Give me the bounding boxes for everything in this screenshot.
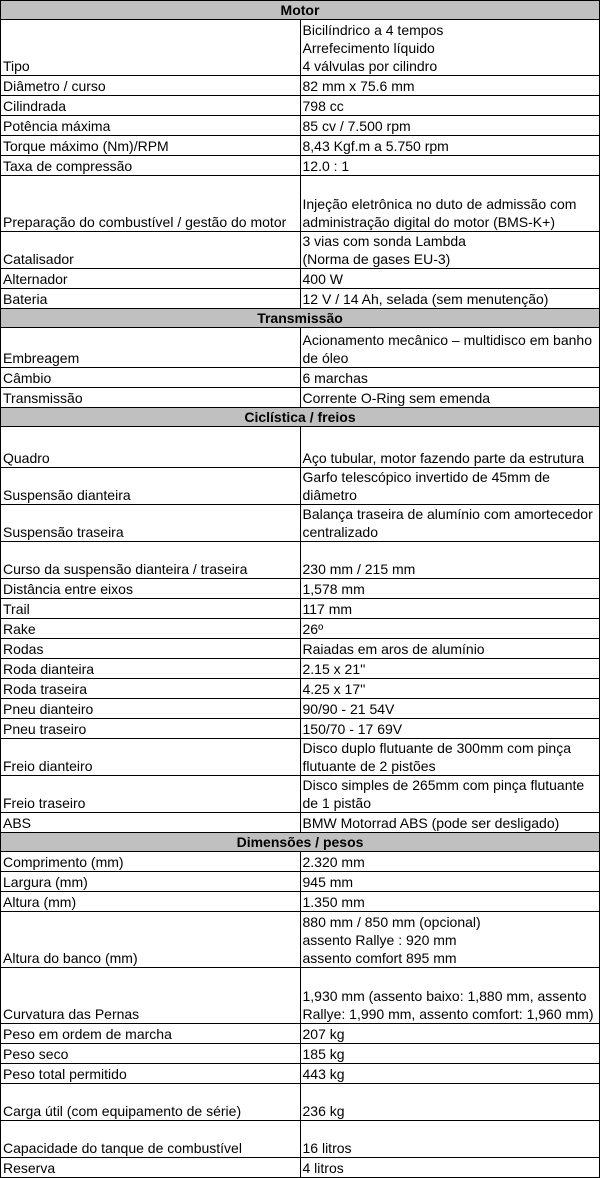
spec-value-line: 880 mm / 850 mm (opcional) [302, 914, 481, 930]
spec-row [1, 639, 600, 659]
spec-label: Distância entre eixos [1, 579, 301, 599]
spec-value-line: 12 V / 14 Ah, selada (sem menutenção) [302, 291, 549, 307]
spec-value [300, 427, 600, 468]
spec-value [300, 289, 600, 309]
spec-value-line: Balança traseira de alumínio com amortecedor centralizado [302, 506, 593, 540]
spec-row [1, 699, 600, 719]
spec-label: Torque máximo (Nm)/RPM [1, 136, 301, 156]
spec-value-line: 2.320 mm [302, 854, 365, 870]
spec-value-line: 4 válvulas por cilindro [302, 58, 438, 74]
spec-value [300, 76, 600, 96]
spec-row [1, 468, 600, 505]
spec-label: Peso seco [1, 1044, 301, 1064]
section-header-row [1, 833, 600, 852]
spec-value [300, 232, 600, 269]
spec-row [1, 776, 600, 813]
spec-value [300, 1121, 600, 1158]
section-title: Motor [1, 1, 600, 20]
spec-value [300, 468, 600, 505]
spec-value-line: 2.15 x 21'' [302, 661, 366, 677]
spec-value [300, 912, 600, 968]
spec-value-line: 150/70 - 17 69V [302, 721, 403, 737]
spec-label: Roda dianteira [1, 659, 301, 679]
spec-label: Taxa de compressão [1, 156, 301, 176]
spec-value-line: 798 cc [302, 98, 344, 114]
spec-row [1, 599, 600, 619]
spec-label: Carga útil (com equipamento de série) [1, 1084, 301, 1121]
spec-value [300, 579, 600, 599]
spec-value [300, 699, 600, 719]
spec-value-line: 26º [302, 621, 324, 637]
spec-row [1, 892, 600, 912]
spec-value-line: 400 W [302, 271, 343, 287]
spec-label: Curso da suspensão dianteira / traseira [1, 542, 301, 579]
spec-value-line: 4 litros [302, 1160, 344, 1176]
spec-value-line: 90/90 - 21 54V [302, 701, 395, 717]
spec-label: Preparação do combustível / gestão do motor [1, 176, 301, 232]
spec-value-line: 443 kg [302, 1066, 345, 1082]
spec-value-line: 4.25 x 17'' [302, 681, 366, 697]
spec-label: Rodas [1, 639, 301, 659]
spec-label: Diâmetro / curso [1, 76, 301, 96]
spec-value [300, 719, 600, 739]
spec-row [1, 116, 600, 136]
spec-value-line: 236 kg [302, 1103, 345, 1119]
spec-label: Altura (mm) [1, 892, 301, 912]
spec-value [300, 1024, 600, 1044]
spec-label: Peso em ordem de marcha [1, 1024, 301, 1044]
spec-row [1, 156, 600, 176]
spec-row [1, 176, 600, 232]
section-header-row [1, 1, 600, 20]
spec-label: Transmissão [1, 388, 301, 408]
spec-row [1, 1024, 600, 1044]
spec-value-line: Disco duplo flutuante de 300mm com pinça flutuante de 2 pistões [302, 740, 571, 774]
spec-value [300, 269, 600, 289]
spec-value [300, 20, 600, 76]
spec-label: Trail [1, 599, 301, 619]
section-header-row [1, 408, 600, 427]
spec-label: Largura (mm) [1, 872, 301, 892]
spec-label: Alternador [1, 269, 301, 289]
spec-label: Pneu dianteiro [1, 699, 301, 719]
spec-value-line: 945 mm [302, 874, 354, 890]
spec-row [1, 1158, 600, 1178]
spec-label: Catalisador [1, 232, 301, 269]
spec-label: Altura do banco (mm) [1, 912, 301, 968]
spec-value-line: 1,930 mm (assento baixo: 1,880 mm, assento Rallye: 1,990 mm, assento comfort: 1,960 mm) [302, 988, 594, 1022]
spec-label: Câmbio [1, 368, 301, 388]
spec-row [1, 1044, 600, 1064]
spec-value-line: Corrente O-Ring sem emenda [302, 390, 491, 406]
spec-value [300, 659, 600, 679]
spec-value-line: 185 kg [302, 1046, 345, 1062]
spec-value-line: 85 cv / 7.500 rpm [302, 118, 411, 134]
spec-row [1, 619, 600, 639]
spec-value [300, 1044, 600, 1064]
spec-row [1, 579, 600, 599]
spec-value [300, 1084, 600, 1121]
spec-value [300, 1158, 600, 1178]
spec-value [300, 892, 600, 912]
spec-row [1, 136, 600, 156]
spec-value [300, 176, 600, 232]
spec-value [300, 542, 600, 579]
spec-row [1, 813, 600, 833]
spec-label: Tipo [1, 20, 301, 76]
spec-row [1, 659, 600, 679]
spec-row [1, 739, 600, 776]
spec-value-line: Disco simples de 265mm com pinça flutuante de 1 pistão [302, 777, 585, 811]
spec-label: Freio dianteiro [1, 739, 301, 776]
spec-row [1, 1121, 600, 1158]
spec-value [300, 968, 600, 1024]
spec-value [300, 619, 600, 639]
spec-value-line: 6 marchas [302, 370, 368, 386]
spec-value [300, 96, 600, 116]
spec-value [300, 388, 600, 408]
spec-row [1, 679, 600, 699]
spec-row [1, 542, 600, 579]
spec-value [300, 852, 600, 872]
spec-value-line: Garfo telescópico invertido de 45mm de diâmetro [302, 469, 550, 503]
spec-value-line: 117 mm [302, 601, 353, 617]
spec-label: Capacidade do tanque de combustível [1, 1121, 301, 1158]
spec-value [300, 872, 600, 892]
spec-label: Suspensão traseira [1, 505, 301, 542]
spec-label: Suspensão dianteira [1, 468, 301, 505]
spec-value-line: 3 vias com sonda Lambda [302, 233, 466, 249]
section-title: Transmissão [1, 309, 600, 328]
spec-value-line: Bicilíndrico a 4 tempos [302, 22, 444, 38]
spec-row [1, 96, 600, 116]
spec-row [1, 20, 600, 76]
spec-value [300, 368, 600, 388]
spec-value-line: Acionamento mecânico – multidisco em banho de óleo [302, 332, 592, 366]
spec-label: Bateria [1, 289, 301, 309]
spec-value [300, 639, 600, 659]
spec-value [300, 328, 600, 368]
spec-value-line: 16 litros [302, 1140, 352, 1156]
section-title: Ciclística / freios [1, 408, 600, 427]
spec-value-line: 82 mm x 75.6 mm [302, 78, 415, 94]
spec-value-line: Injeção eletrônica no duto de admissão com administração digital do motor (BMS-K+) [302, 196, 577, 230]
spec-value-line: 8,43 Kgf.m a 5.750 rpm [302, 138, 449, 154]
spec-value-line: assento Rallye : 920 mm [302, 932, 457, 948]
spec-value-line: 1,578 mm [302, 581, 365, 597]
spec-row [1, 269, 600, 289]
spec-row [1, 1064, 600, 1084]
spec-label: Reserva [1, 1158, 301, 1178]
spec-value [300, 116, 600, 136]
spec-row [1, 912, 600, 968]
spec-value-line: 207 kg [302, 1026, 345, 1042]
spec-value-line: BMW Motorrad ABS (pode ser desligado) [302, 815, 560, 831]
spec-value-line: 1.350 mm [302, 894, 365, 910]
spec-value [300, 679, 600, 699]
spec-label: ABS [1, 813, 301, 833]
spec-value [300, 739, 600, 776]
spec-row [1, 968, 600, 1024]
spec-label: Cilindrada [1, 96, 301, 116]
spec-label: Rake [1, 619, 301, 639]
spec-value-line: 12.0 : 1 [302, 158, 350, 174]
spec-value-line: 230 mm / 215 mm [302, 561, 416, 577]
spec-label: Comprimento (mm) [1, 852, 301, 872]
spec-value [300, 136, 600, 156]
spec-value [300, 1064, 600, 1084]
spec-label: Freio traseiro [1, 776, 301, 813]
spec-row [1, 76, 600, 96]
spec-label: Embreagem [1, 328, 301, 368]
spec-label: Pneu traseiro [1, 719, 301, 739]
spec-label: Potência máxima [1, 116, 301, 136]
spec-row [1, 232, 600, 269]
spec-row [1, 328, 600, 368]
spec-label: Quadro [1, 427, 301, 468]
spec-row [1, 719, 600, 739]
spec-row [1, 427, 600, 468]
spec-value-line: Arrefecimento líquido [302, 40, 435, 56]
spec-label: Roda traseira [1, 679, 301, 699]
spec-value-line: Aço tubular, motor fazendo parte da estrutura [302, 450, 585, 466]
spec-value-line: assento comfort 895 mm [302, 950, 457, 966]
spec-value [300, 776, 600, 813]
spec-row [1, 852, 600, 872]
section-header-row [1, 309, 600, 328]
spec-row [1, 388, 600, 408]
section-title: Dimensões / pesos [1, 833, 600, 852]
spec-row [1, 1084, 600, 1121]
spec-value-line: (Norma de gases EU-3) [302, 251, 451, 267]
spec-value-line: Raiadas em aros de alumínio [302, 641, 485, 657]
spec-label: Peso total permitido [1, 1064, 301, 1084]
spec-value [300, 156, 600, 176]
specifications-table-body [1, 1, 600, 1178]
spec-label: Curvatura das Pernas [1, 968, 301, 1024]
spec-value [300, 813, 600, 833]
spec-value [300, 599, 600, 619]
spec-row [1, 872, 600, 892]
spec-row [1, 505, 600, 542]
spec-row [1, 289, 600, 309]
spec-value [300, 505, 600, 542]
spec-row [1, 368, 600, 388]
